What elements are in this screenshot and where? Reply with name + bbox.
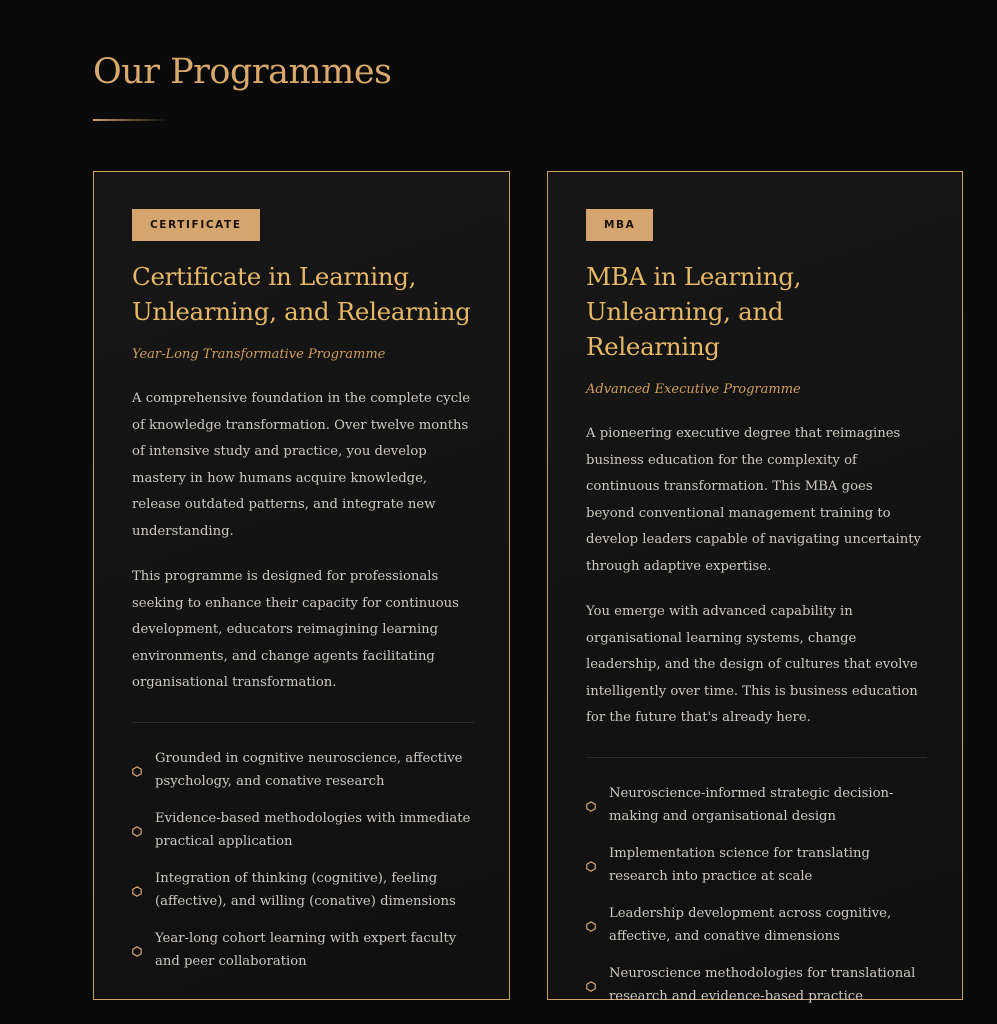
- programme-card-certificate[interactable]: [93, 171, 510, 1000]
- programme-card-mba[interactable]: [547, 171, 963, 1004]
- feature-item: [586, 962, 924, 1008]
- section-title: Our Programmes: [93, 52, 392, 92]
- hexagon-icon: [586, 981, 596, 992]
- feature-text: Grounded in cognitive neuroscience, affective psychology, and conative research: [155, 750, 463, 789]
- card-divider: [586, 757, 927, 758]
- feature-item: [586, 782, 924, 828]
- feature-text: Neuroscience-informed strategic decision-making and organisational design: [609, 785, 894, 824]
- programme-subtitle: Year-Long Transformative Programme: [132, 347, 386, 362]
- programme-badge: MBA: [586, 209, 653, 241]
- feature-item: [586, 842, 924, 888]
- feature-item: [586, 902, 924, 948]
- feature-item: [132, 867, 471, 913]
- feature-text: Evidence-based methodologies with immediate practical application: [155, 810, 471, 849]
- feature-text: Implementation science for translating research into practice at scale: [609, 845, 870, 884]
- feature-text: Leadership development across cognitive, affective, and conative dimensions: [609, 905, 892, 944]
- feature-list: [132, 747, 471, 973]
- programme-description: This programme is designed for professionals seeking to enhance their capacity for continuous development, educators reimagining learning environments, and change agents facilitating organisational transformation.: [132, 569, 459, 690]
- hexagon-icon: [586, 921, 596, 932]
- card-divider: [132, 722, 474, 723]
- programme-description: You emerge with advanced capability in organisational learning systems, change leadership, and the design of cultures that evolve intelligently over time. This is business education for the future that's already here.: [586, 604, 918, 725]
- hexagon-icon: [586, 861, 596, 872]
- hexagon-icon: [132, 766, 142, 777]
- feature-list: [586, 782, 924, 1008]
- hexagon-icon: [586, 801, 596, 812]
- programme-description: A comprehensive foundation in the complete cycle of knowledge transformation. Over twelve months of intensive study and practice, you develop mastery in how humans acquire knowledge, release outdated patterns, and integrate new understanding.: [132, 391, 471, 539]
- feature-text: Integration of thinking (cognitive), feeling (affective), and willing (conative) dimensions: [155, 870, 456, 909]
- title-underline: [93, 119, 169, 121]
- hexagon-icon: [132, 946, 142, 957]
- feature-item: [132, 747, 471, 793]
- hexagon-icon: [132, 826, 142, 837]
- feature-item: [132, 927, 471, 973]
- programme-title[interactable]: Certificate in Learning, Unlearning, and Relearning: [132, 262, 471, 326]
- programme-subtitle: Advanced Executive Programme: [586, 382, 801, 397]
- feature-text: Neuroscience methodologies for translational research and evidence-based practice: [609, 965, 916, 1004]
- hexagon-icon: [132, 886, 142, 897]
- programme-title[interactable]: MBA in Learning, Unlearning, and Relearning: [586, 262, 802, 361]
- feature-item: [132, 807, 471, 853]
- programme-description: A pioneering executive degree that reimagines business education for the complexity of continuous transformation. This MBA goes beyond conventional management training to develop leaders capable of navigating uncertainty through adaptive expertise.: [586, 426, 921, 574]
- programme-badge: CERTIFICATE: [132, 209, 260, 241]
- feature-text: Year-long cohort learning with expert faculty and peer collaboration: [155, 930, 457, 969]
